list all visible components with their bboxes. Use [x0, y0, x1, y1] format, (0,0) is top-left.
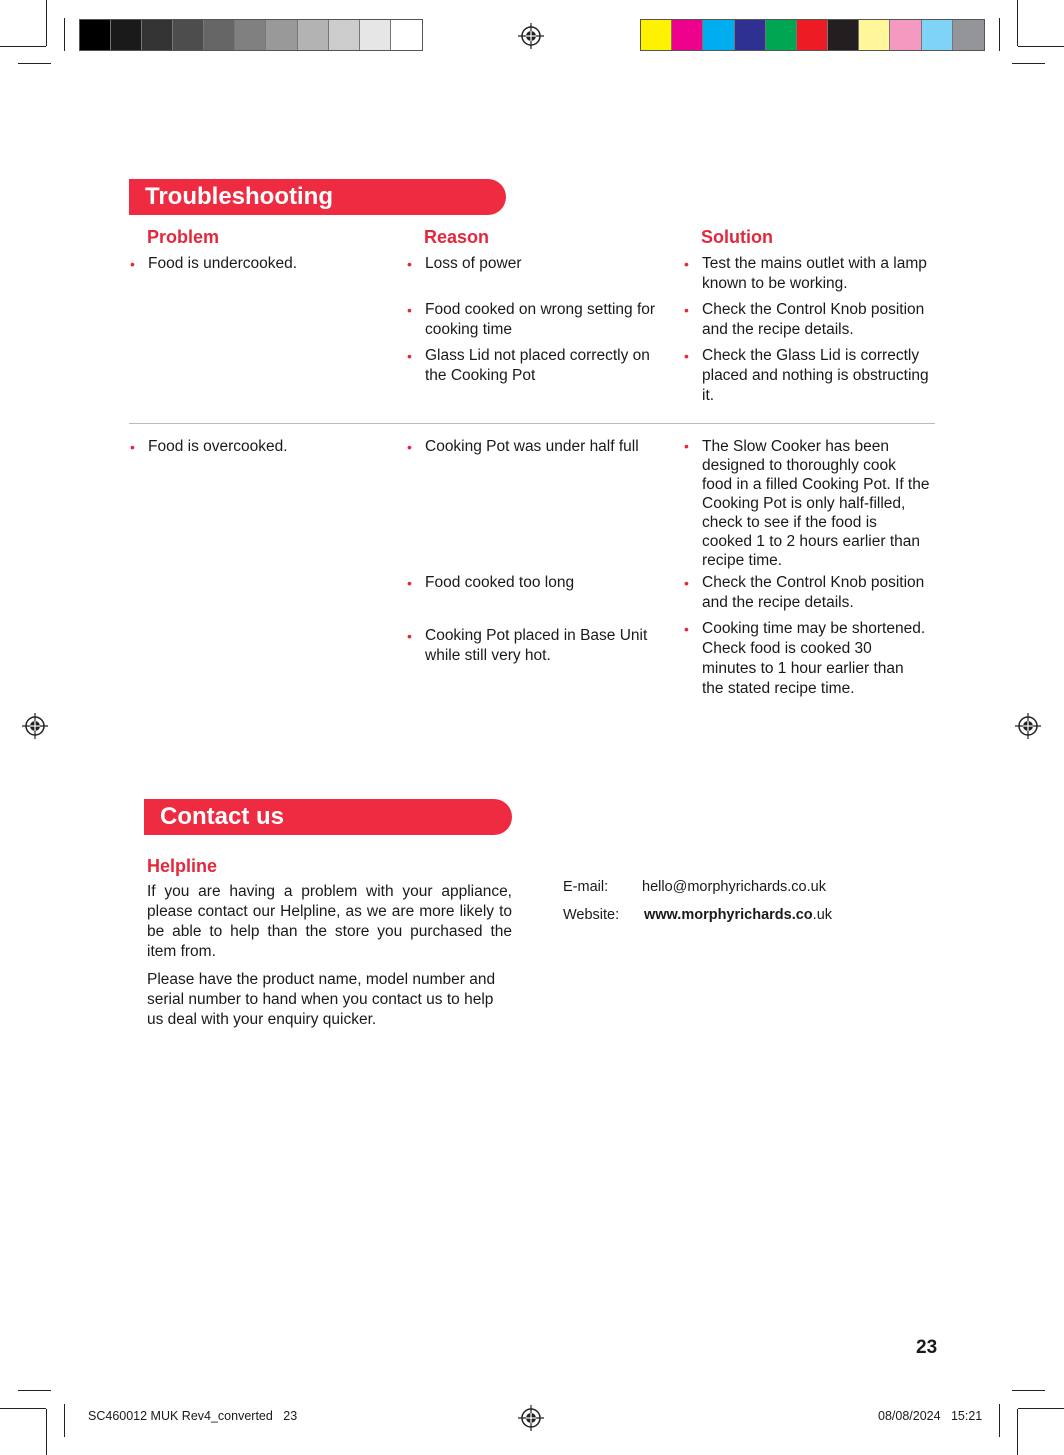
- color-swatch: [80, 20, 111, 50]
- page-number: 23: [916, 1337, 938, 1358]
- column-title-problem: Problem: [147, 227, 220, 247]
- crop-mark: [1018, 46, 1064, 47]
- color-swatch: [766, 20, 797, 50]
- solution-text: Test the mains outlet with a lamp known to be working.: [702, 255, 927, 292]
- solution-item: [684, 254, 937, 294]
- bullet-icon: •: [130, 439, 135, 455]
- reason-text: Glass Lid not placed correctly on the Cooking Pot: [425, 347, 650, 384]
- color-swatch: [329, 20, 360, 50]
- crop-mark: [46, 0, 47, 46]
- solution-text: Check the Glass Lid is correctly placed and nothing is obstructing it.: [702, 347, 929, 404]
- problem-text: Food is undercooked.: [148, 255, 298, 272]
- bullet-icon: •: [684, 256, 689, 272]
- reason-text: Cooking Pot was under half full: [425, 438, 639, 455]
- crop-mark: [1018, 1408, 1064, 1409]
- bullet-icon: •: [407, 575, 412, 591]
- helpline-paragraph: If you are having a problem with your appliance, please contact our Helpline, as we are more likely to be able to help than the store you purchased the item from.: [147, 883, 512, 960]
- color-swatch: [235, 20, 266, 50]
- color-swatch: [641, 20, 672, 50]
- crop-mark: [1012, 1390, 1045, 1391]
- crop-mark: [46, 1409, 47, 1455]
- crop-mark: [18, 1390, 51, 1391]
- grey-calibration-bar: [79, 19, 423, 51]
- bullet-icon: •: [130, 256, 135, 272]
- crop-mark: [999, 18, 1000, 51]
- problem-text: Food is overcooked.: [148, 438, 288, 455]
- color-swatch: [111, 20, 142, 50]
- crop-mark: [1017, 1409, 1018, 1455]
- reason-text: Food cooked too long: [425, 574, 575, 591]
- registration-mark-icon: [1015, 713, 1041, 739]
- crop-mark: [64, 18, 65, 51]
- row-divider: [129, 423, 935, 424]
- color-swatch: [298, 20, 329, 50]
- registration-mark-icon: [22, 713, 48, 739]
- helpline-paragraph: Please have the product name, model number and serial number to hand when you contact us to help us deal with your enquiry quicker.: [147, 971, 496, 1028]
- reason-item: [407, 437, 675, 457]
- contact-header: Contact us: [144, 799, 512, 835]
- color-swatch: [173, 20, 204, 50]
- color-swatch: [360, 20, 391, 50]
- color-swatch: [890, 20, 921, 50]
- color-swatch: [828, 20, 859, 50]
- crop-mark: [64, 1404, 65, 1437]
- color-swatch: [735, 20, 766, 50]
- bullet-icon: •: [684, 302, 689, 318]
- color-swatch: [859, 20, 890, 50]
- solution-text: Check the Control Knob position and the recipe details.: [702, 301, 925, 338]
- website-label: Website:: [563, 907, 620, 923]
- solution-text: Check the Control Knob position and the recipe details.: [702, 574, 925, 611]
- bullet-icon: •: [407, 256, 412, 272]
- email-label: E-mail:: [563, 879, 609, 895]
- crop-mark: [0, 46, 46, 47]
- problem-item: [130, 254, 388, 274]
- color-swatch: [672, 20, 703, 50]
- registration-mark-icon: [518, 1405, 544, 1431]
- email-value[interactable]: hello@morphyrichards.co.uk: [642, 879, 826, 895]
- crop-mark: [999, 1404, 1000, 1437]
- color-swatch: [703, 20, 734, 50]
- bullet-icon: •: [684, 438, 689, 454]
- reason-item: [407, 300, 665, 340]
- crop-mark: [18, 63, 51, 64]
- troubleshooting-header: Troubleshooting: [129, 179, 506, 215]
- bullet-icon: •: [407, 348, 412, 364]
- bullet-icon: •: [684, 348, 689, 364]
- solution-text: Cooking time may be shortened. Check food is cooked 30 minutes to 1 hour earlier than the stated recipe time.: [702, 620, 926, 697]
- bullet-icon: •: [407, 628, 412, 644]
- reason-text: Food cooked on wrong setting for cooking time: [425, 301, 656, 338]
- solution-item: [684, 573, 937, 613]
- column-title-reason: Reason: [424, 227, 490, 247]
- color-swatch: [953, 20, 984, 50]
- color-swatch: [922, 20, 953, 50]
- crop-mark: [1012, 63, 1045, 64]
- color-swatch: [204, 20, 235, 50]
- solution-item: [684, 619, 927, 699]
- solution-item: [684, 346, 937, 406]
- footer-file-info: SC460012 MUK Rev4_converted 23: [88, 1409, 298, 1423]
- reason-item: [407, 346, 665, 386]
- website-tld: .uk: [812, 907, 833, 923]
- registration-mark-icon: [518, 23, 544, 49]
- color-swatch: [391, 20, 422, 50]
- color-swatch: [266, 20, 297, 50]
- crop-mark: [1017, 0, 1018, 46]
- color-swatch: [797, 20, 828, 50]
- reason-item: [407, 254, 665, 274]
- color-calibration-bar: [640, 19, 985, 51]
- bullet-icon: •: [684, 575, 689, 591]
- solution-text: The Slow Cooker has been designed to thoroughly cook food in a filled Cooking Pot. If the Cooking Pot is only half-filled, check to see if the food is cooked 1 to 2 hours earlier than recipe time.: [702, 438, 930, 569]
- reason-item: [407, 626, 650, 666]
- column-title-solution: Solution: [701, 227, 773, 247]
- website-link[interactable]: [644, 907, 832, 923]
- solution-item: [684, 300, 937, 340]
- bullet-icon: •: [684, 621, 689, 637]
- reason-item: [407, 573, 665, 593]
- bullet-icon: •: [407, 439, 412, 455]
- footer-timestamp: 08/08/2024 15:21: [878, 1409, 983, 1423]
- reason-text: Cooking Pot placed in Base Unit while still very hot.: [425, 627, 648, 664]
- bullet-icon: •: [407, 302, 412, 318]
- problem-item: [130, 437, 388, 457]
- solution-item: [684, 437, 930, 570]
- color-swatch: [142, 20, 173, 50]
- helpline-title: Helpline: [147, 856, 218, 876]
- reason-text: Loss of power: [425, 255, 522, 272]
- crop-mark: [0, 1408, 46, 1409]
- website-domain: www.morphyrichards.co: [644, 907, 813, 923]
